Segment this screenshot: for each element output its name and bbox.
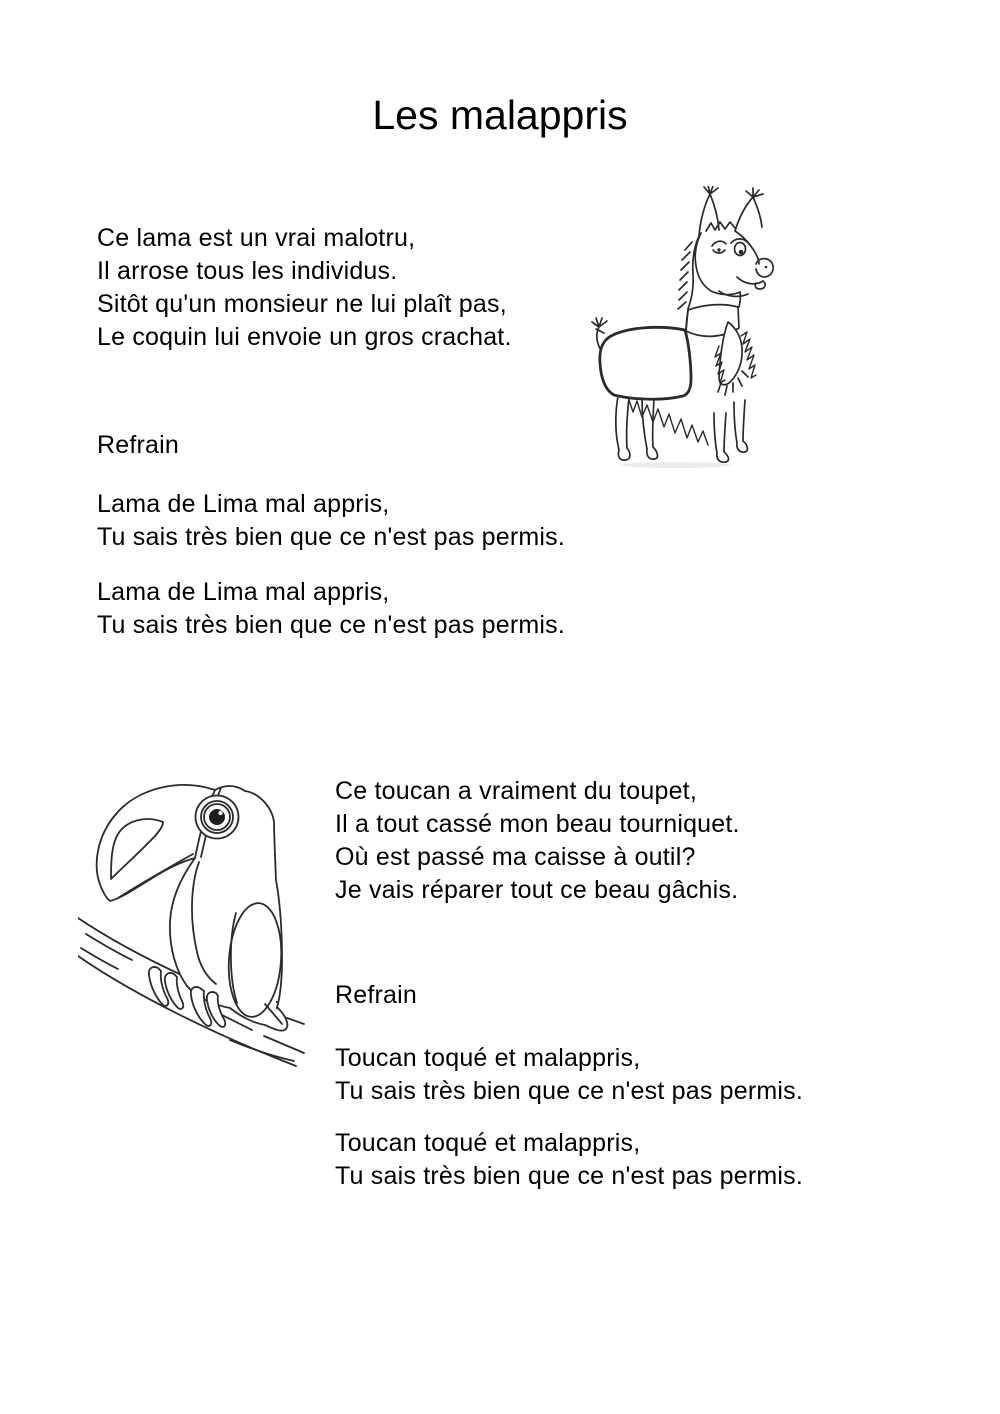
lama-verse bbox=[97, 222, 512, 354]
llama-neck bbox=[678, 234, 740, 309]
refrain-stanza-1 bbox=[335, 1042, 803, 1108]
lyric-line: Je vais réparer tout ce beau gâchis. bbox=[335, 876, 739, 904]
llama-shadow bbox=[620, 462, 732, 468]
lyric-line: Tu sais très bien que ce n'est pas permis. bbox=[97, 611, 566, 639]
llama-belly-fringe bbox=[628, 397, 708, 445]
refrain-stanza-2 bbox=[97, 576, 565, 642]
lyric-line: Tu sais très bien que ce n'est pas permis. bbox=[335, 1077, 804, 1105]
toucan-eye bbox=[196, 796, 239, 839]
lyric-line: Tu sais très bien que ce n'est pas permis. bbox=[335, 1162, 804, 1190]
refrain-label: Refrain bbox=[97, 431, 179, 459]
lyric-line: Où est passé ma caisse à outil? bbox=[335, 843, 696, 871]
llama-blanket bbox=[600, 327, 691, 399]
toucan-verse bbox=[335, 775, 740, 907]
lyric-line: Ce toucan a vraiment du toupet, bbox=[335, 777, 697, 805]
page-title: Les malappris bbox=[372, 92, 628, 138]
lyric-line: Sitôt qu'un monsieur ne lui plaît pas, bbox=[97, 290, 507, 318]
lyric-line: Lama de Lima mal appris, bbox=[97, 578, 390, 606]
lyric-line: Toucan toqué et malappris, bbox=[335, 1129, 641, 1157]
lyric-line: Toucan toqué et malappris, bbox=[335, 1044, 641, 1072]
lyric-line: Lama de Lima mal appris, bbox=[97, 490, 390, 518]
llama-head bbox=[695, 186, 773, 296]
toucan-illustration bbox=[78, 772, 326, 1067]
refrain-stanza-1 bbox=[97, 488, 565, 554]
lyric-line: Il arrose tous les individus. bbox=[97, 257, 398, 285]
llama-illustration bbox=[588, 186, 775, 474]
lyric-line: Ce lama est un vrai malotru, bbox=[97, 224, 416, 252]
lyric-line: Le coquin lui envoie un gros crachat. bbox=[97, 323, 512, 351]
lyric-line: Il a tout cassé mon beau tourniquet. bbox=[335, 810, 740, 838]
refrain-label: Refrain bbox=[335, 981, 417, 1009]
refrain-stanza-2 bbox=[335, 1127, 803, 1193]
lyric-line: Tu sais très bien que ce n'est pas permis. bbox=[97, 523, 566, 551]
